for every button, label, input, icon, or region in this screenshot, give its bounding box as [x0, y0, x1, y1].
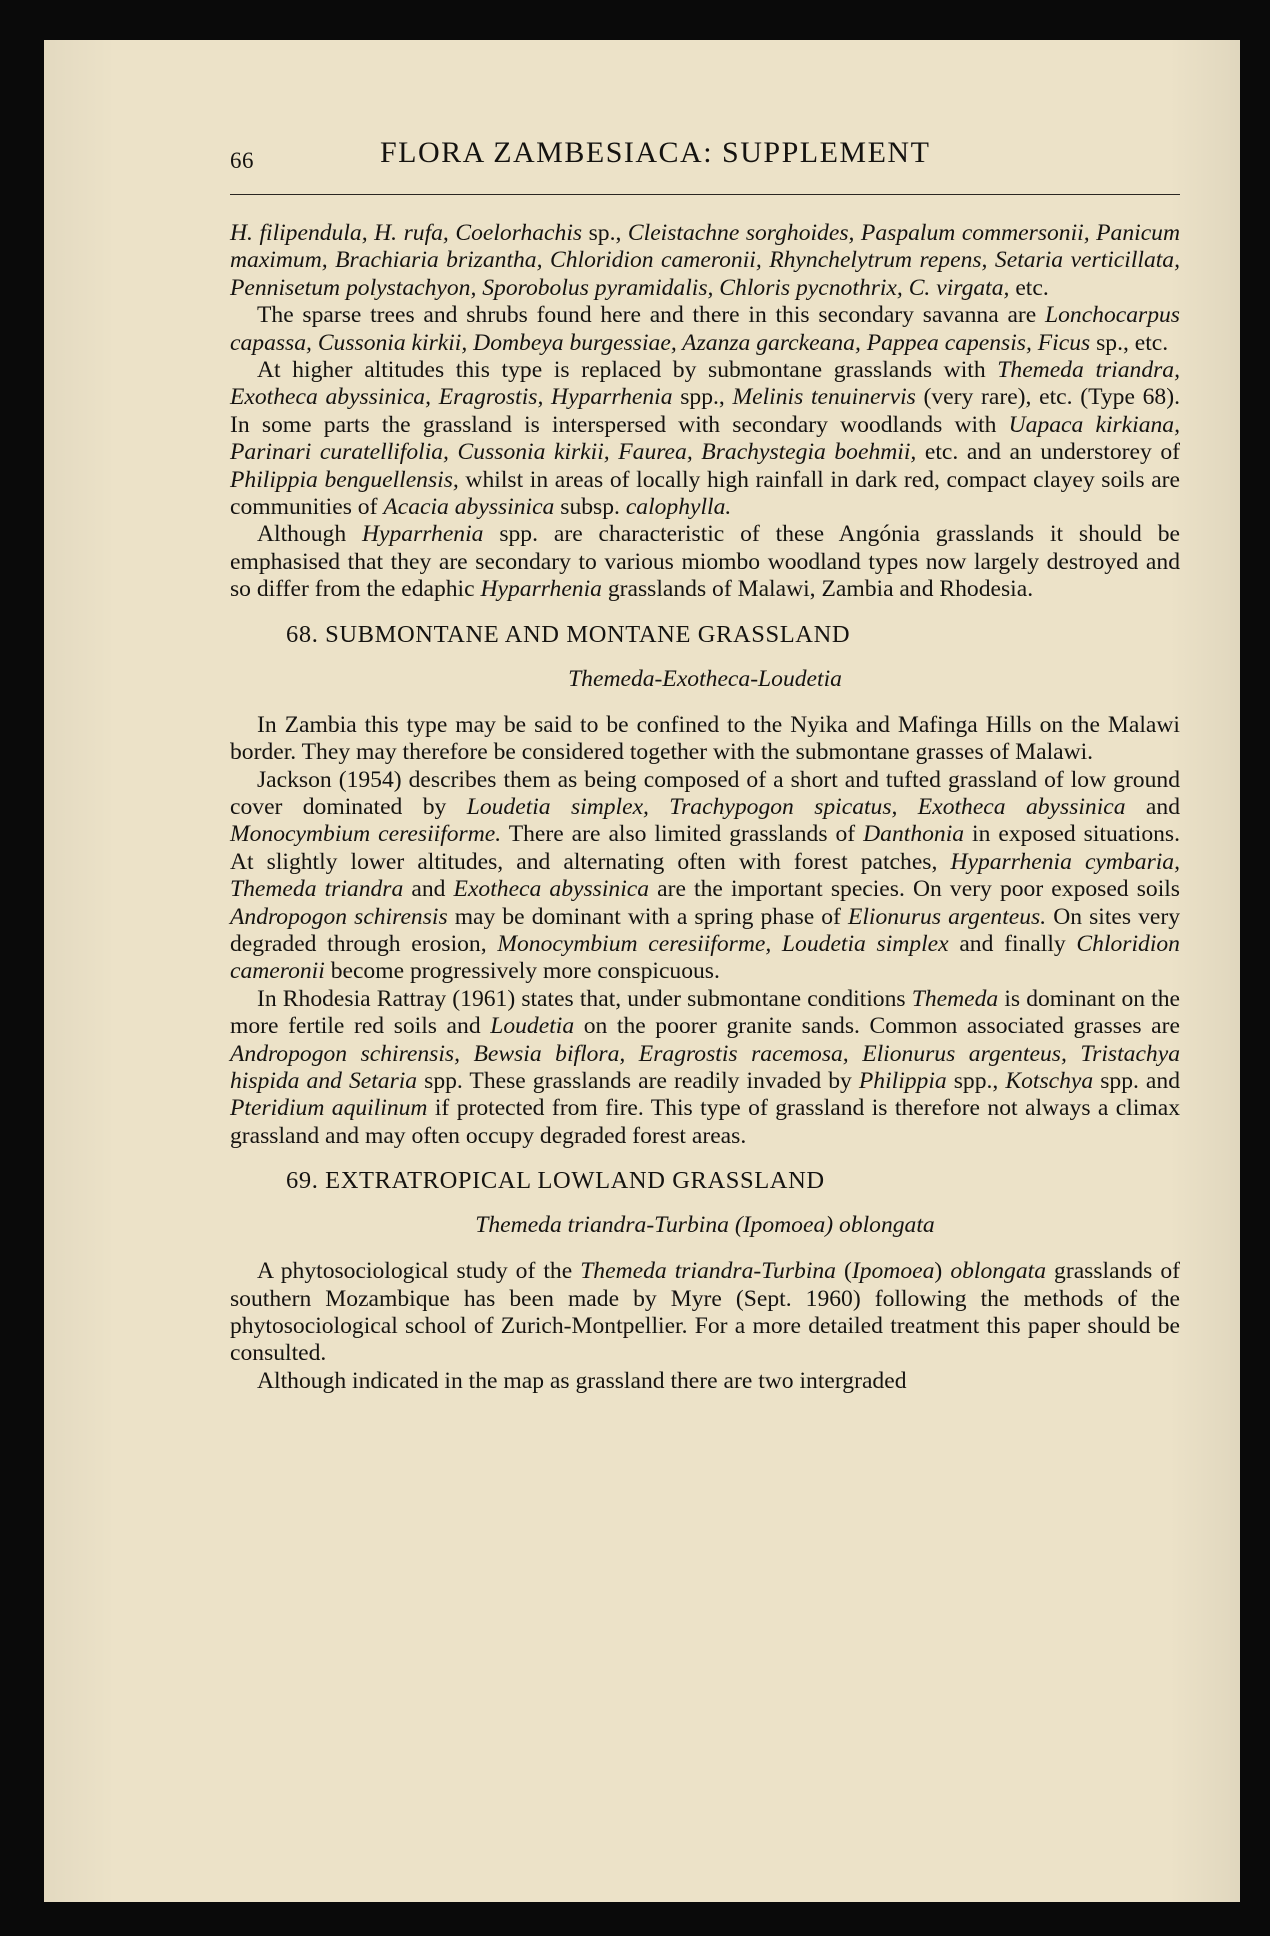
paragraph	[230, 220, 1180, 302]
italic-text-run: Melinis tenuinervis	[732, 384, 916, 411]
text-run: )	[934, 1258, 951, 1285]
text-run: (	[835, 1258, 852, 1285]
text-run: if protected from fire. This type of grassland is therefore not always a climax grassland and may often occupy degraded forest areas.	[230, 1095, 1180, 1149]
text-run: grasslands of Malawi, Zambia and Rhodesia.	[601, 576, 1034, 603]
italic-text-run: Monocymbium ceresiiforme.	[230, 821, 502, 848]
text-run: spp.,	[946, 1067, 1006, 1094]
italic-text-run: Exotheca abyssinica	[453, 876, 650, 903]
italic-text-run: Ipomoea	[851, 1258, 935, 1285]
text-run: Although indicated in the map as grassland there are two intergraded	[257, 1367, 907, 1394]
text-run: On sites very degraded through erosion,	[230, 903, 1181, 957]
italic-text-run: H. filipendula, H. rufa, Coelorhachis	[230, 220, 583, 246]
paragraph	[230, 521, 1180, 603]
text-run: and	[1125, 793, 1180, 820]
paragraph	[230, 986, 1180, 1150]
italic-text-run: Acacia abyssinica	[383, 494, 555, 521]
text-run: (very rare), etc. (Type 68). In some parts the grassland is interspersed with secondary woodlands with	[230, 384, 1180, 438]
text-run: At higher altitudes this type is replaced by submontane grasslands with	[257, 357, 998, 384]
italic-text-run: oblongata	[950, 1258, 1047, 1285]
italic-text-run: Andropogon schirensis	[230, 903, 448, 930]
text-run: spp. are characteristic of these Angónia grasslands it should be emphasised that they are secondary to various miombo woodland types now largely destroyed and so differ from the edaphic	[230, 521, 1180, 603]
italic-text-run: Ipomoea	[742, 1212, 826, 1239]
text-run: whilst in areas of locally high rainfall in dark red, compact clayey soils are communities of	[230, 466, 1181, 521]
page-number: 66	[230, 148, 254, 173]
italic-text-run: Themeda triandra-Turbina	[475, 1212, 735, 1239]
text-run: In Rhodesia Rattray (1961) states that, under submontane conditions	[257, 985, 912, 1012]
section-subtitle-69	[230, 1210, 1180, 1240]
italic-text-run: Themeda triandra-Turbina	[580, 1258, 836, 1285]
paragraph	[230, 1258, 1180, 1368]
text-run: sp., etc.	[1090, 329, 1169, 356]
page-header	[230, 136, 1180, 196]
text-run: (	[734, 1212, 743, 1239]
header-rule	[230, 194, 1180, 195]
text-run: etc. and an understorey of	[916, 439, 1180, 466]
italic-text-run: Hyparrhenia cymbaria, Themeda triandra	[230, 848, 1180, 903]
text-run: Although	[257, 521, 362, 548]
text-run: spp. and	[1093, 1067, 1180, 1094]
text-run: spp.,	[672, 384, 733, 411]
italic-text-run: oblongata	[839, 1212, 935, 1239]
text-run: are the important species. On very poor exposed soils	[649, 876, 1180, 903]
italic-text-run: Loudetia simplex, Trachypogon spicatus, Exotheca abyssinica	[466, 793, 1126, 820]
text-run: The sparse trees and shrubs found here and there in this secondary savanna are	[257, 302, 1045, 329]
italic-text-run: Themeda	[911, 985, 999, 1012]
text-run: In Zambia this type may be said to be confined to the Nyika and Mafinga Hills on the Malawi border. They may therefore be considered together with the submontane grasses of Malawi.	[230, 711, 1180, 766]
italic-text-run: Kotschya	[1005, 1067, 1094, 1094]
italic-text-run: Andropogon schirensis, Bewsia biflora, Eragrostis racemosa, Elionurus argenteus, Tristachya hispida and Setaria	[230, 1040, 1180, 1094]
text-run: Jackson (1954) describes them as being composed of a short and tufted grassland of low ground cover dominated by	[230, 766, 1180, 820]
section-subtitle-68: Themeda-Exotheca-Loudetia	[568, 665, 842, 692]
body-text	[230, 220, 1180, 1395]
italic-text-run: Loudetia	[490, 1013, 575, 1040]
section-heading-69: 69. EXTRATROPICAL LOWLAND GRASSLAND	[286, 1167, 825, 1195]
italic-text-run: Cleistachne sorghoides, Paspalum commersonii, Panicum maximum, Brachiaria brizantha, Chloridion cameronii, Rhynchelytrum repens, Setaria verticillata, Pennisetum polystachyon, Sporobolus pyramidalis, Chloris pycnothrix, C. virgata,	[230, 220, 1181, 301]
running-title: FLORA ZAMBESIACA: SUPPLEMENT	[380, 136, 931, 169]
italic-text-run: Elionurus argenteus.	[847, 903, 1047, 930]
italic-text-run: Philippia	[858, 1067, 947, 1094]
italic-text-run: calophylla.	[625, 494, 732, 521]
italic-text-run: Themeda triandra, Exotheca abyssinica, Eragrostis, Hyparrhenia	[230, 357, 1180, 411]
italic-text-run: Philippia benguellensis,	[230, 466, 459, 493]
paragraph	[230, 302, 1180, 357]
paragraph	[230, 712, 1180, 767]
text-run: and	[403, 876, 454, 903]
text-run: )	[825, 1212, 840, 1239]
text-run: subsp.	[554, 494, 626, 521]
italic-text-run: Hyparrhenia	[480, 576, 602, 603]
paragraph	[230, 357, 1180, 521]
italic-text-run: Pteridium aquilinum	[230, 1095, 428, 1122]
text-run: A phytosociological study of the	[257, 1258, 581, 1285]
italic-text-run: Monocymbium ceresiiforme, Loudetia simplex	[497, 930, 949, 957]
paragraph	[230, 767, 1180, 986]
text-run: grasslands of southern Mozambique has been made by Myre (Sept. 1960) following the methods of the phytosociological school of Zurich-Montpellier. For a more detailed treatment this paper should be consulted.	[230, 1258, 1180, 1367]
book-page	[44, 40, 1240, 1902]
italic-text-run: Hyparrhenia	[362, 521, 484, 548]
italic-text-run: Lonchocarpus capassa, Cussonia kirkii, Dombeya burgessiae, Azanza garckeana, Pappea capensis, Ficus	[230, 302, 1180, 356]
text-run: sp.,	[582, 220, 628, 246]
text-run: may be dominant with a spring phase of	[447, 903, 848, 930]
italic-text-run: Chloridion cameronii	[230, 930, 1180, 985]
text-run: etc.	[1009, 274, 1049, 301]
paragraph	[230, 1368, 1180, 1395]
text-run: spp. These grasslands are readily invaded by	[417, 1067, 859, 1094]
text-run: There are also limited grasslands of	[501, 821, 864, 848]
section-heading-68: 68. SUBMONTANE AND MONTANE GRASSLAND	[286, 620, 851, 648]
italic-text-run: Uapaca kirkiana, Parinari curatellifolia, Cussonia kirkii, Faurea, Brachystegia boehmii,	[230, 411, 1181, 466]
italic-text-run: Danthonia	[863, 821, 965, 848]
text-run: on the poorer granite sands. Common associated grasses are	[574, 1013, 1180, 1040]
text-run: and finally	[948, 930, 1077, 957]
text-run: become progressively more conspicuous.	[324, 958, 720, 985]
text-run: is dominant on the more fertile red soils and	[230, 985, 1180, 1040]
text-run: in exposed situations. At slightly lower altitudes, and alternating often with forest patches,	[230, 821, 1181, 875]
